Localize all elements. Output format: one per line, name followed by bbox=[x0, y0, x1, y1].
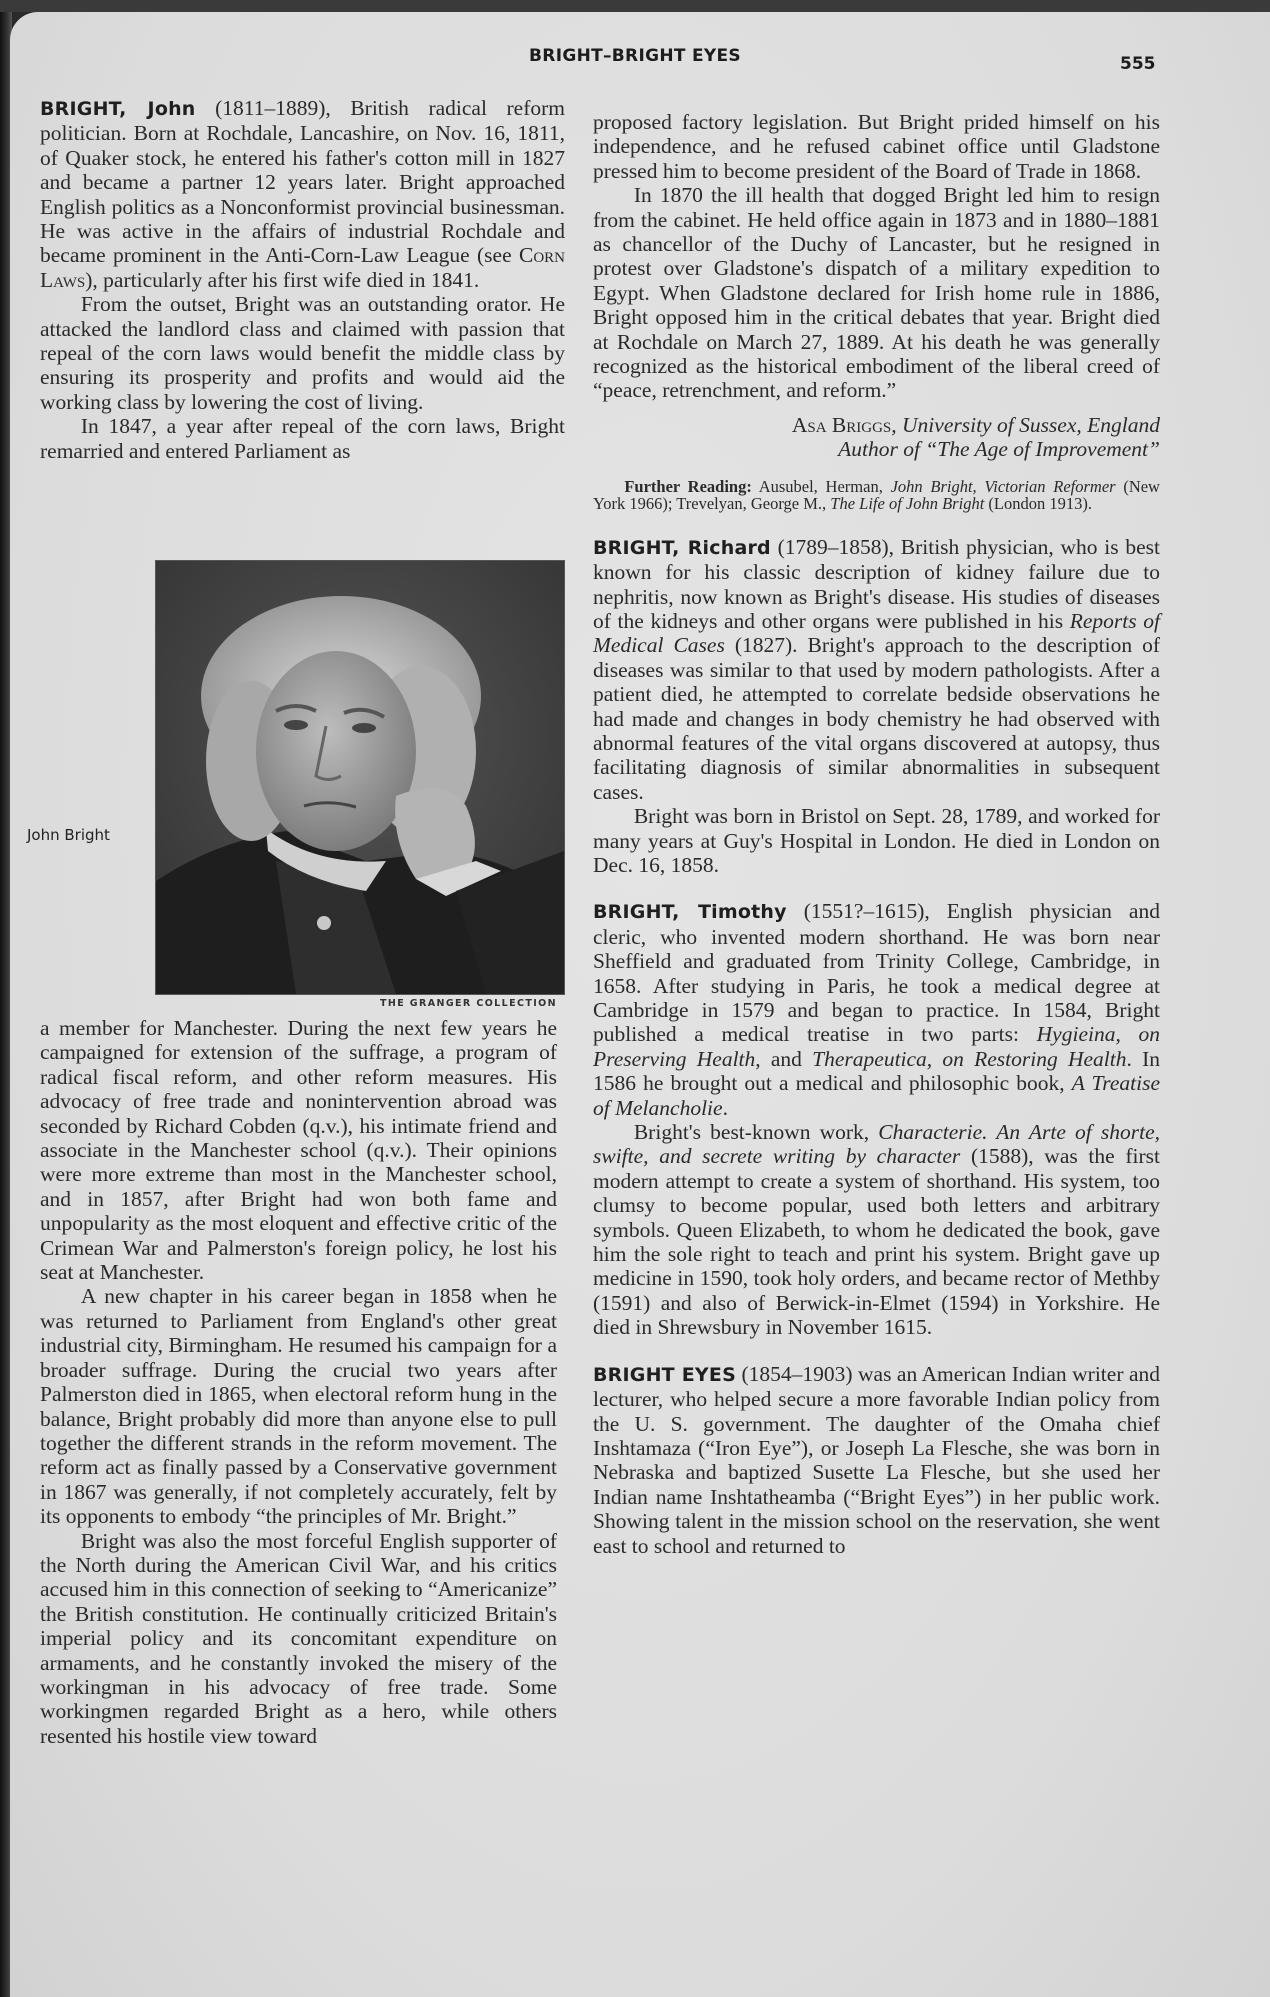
paragraph: In 1847, a year after repeal of the corn laws, Bright remarried and entered Parliament as bbox=[40, 414, 565, 463]
book-edge bbox=[0, 0, 1270, 12]
headword-bright-eyes: BRIGHT EYES bbox=[593, 1363, 736, 1386]
headword-john-bright: BRIGHT, John bbox=[40, 98, 196, 120]
author-signature bbox=[593, 413, 1160, 462]
paragraph: proposed factory legislation. But Bright prided himself on his independence, and he refused cabinet office until Gladstone pressed him to become president of the Board of Trade in 1868. bbox=[593, 110, 1160, 183]
paragraph: Bright was born in Bristol on Sept. 28, 1789, and worked for many years at Guy's Hospital in London. He died in London on Dec. 16, 1858. bbox=[593, 804, 1160, 877]
figure-caption: John Bright bbox=[27, 826, 110, 844]
author-name: Asa Briggs bbox=[791, 412, 892, 437]
entry-spacer bbox=[593, 877, 1160, 899]
further-reading-label: Further Reading: bbox=[624, 476, 752, 496]
book-title: A Treatise of Melancholie bbox=[593, 1071, 1160, 1120]
book-title: Therapeutica, on Restoring Health bbox=[812, 1046, 1127, 1071]
entry-spacer bbox=[593, 1340, 1160, 1362]
entry-richard-bright: BRIGHT, Richard (1789–1858), British physician, who is best known for his classic description of kidney failure due to nephritis, now known as Bright's disease. His studies of diseases of the kidneys and other organs were published in his Reports of Medical Cases (1827). Bright's approach to the description of diseases was similar to that used by modern pathologists. After a patient died, he attempted to correlate bedside observations he had made and changes in body chemistry he had observed with abnormal features of the vital organs discovered at autopsy, thus facilitating diagnosis of similar abnormalities in subsequent cases. bbox=[593, 534, 1160, 804]
entry-bright-eyes: BRIGHT EYES (1854–1903) was an American Indian writer and lecturer, who helped secure a more favorable Indian policy from the U. S. government. The daughter of the Omaha chief Inshtamaza (“Iron Eye”), or Joseph La Flesche, she was born in Nebraska and baptized Susette La Flesche, but she used her Indian name Inshtatheamba (“Bright Eyes”) in her public work. Showing talent in the mission school on the reservation, she went east to school and returned to bbox=[593, 1361, 1160, 1558]
portrait-image-icon bbox=[156, 561, 564, 994]
left-column-top bbox=[40, 96, 565, 463]
left-column-bottom bbox=[40, 1016, 557, 1748]
author-affiliation: , University of Sussex, England bbox=[891, 412, 1160, 437]
book-title: Characterie. An Arte of shorte, swifte, and secrete writing by character bbox=[593, 1120, 1160, 1169]
book-title: The Life of John Bright bbox=[830, 494, 985, 514]
right-column bbox=[593, 110, 1160, 1558]
headword-richard-bright: BRIGHT, Richard bbox=[593, 536, 771, 559]
running-head: BRIGHT–BRIGHT EYES bbox=[529, 46, 741, 66]
portrait-photo bbox=[155, 560, 565, 995]
paragraph: Bright was also the most forceful English supporter of the North during the American Civil War, and his critics accused him in this connection of seeking to “Americanize” the British constitution. He continually criticized Britain's imperial policy and its concomitant expenditure on armaments, and he constantly invoked the misery of the workingman in his advocacy of free trade. Some workingmen regarded Bright as a hero, while others resented his hostile view toward bbox=[40, 1528, 557, 1748]
author-book: Author of “The Age of Improvement” bbox=[838, 437, 1160, 462]
paragraph: In 1870 the ill health that dogged Bright led him to resign from the cabinet. He held office again in 1873 and in 1880–1881 as chancellor of the Duchy of Lancaster, but he resigned in protest over Gladstone's dispatch of a military expedition to Egypt. When Gladstone declared for Irish home rule in 1886, Bright opposed him in the critical debates that year. Bright died at Rochdale on March 27, 1889. At his death he was generally recognized as the historical embodiment of the liberal creed of “peace, retrenchment, and reform.” bbox=[593, 183, 1160, 403]
book-title: Hygieina, on Preserving Health bbox=[593, 1022, 1161, 1071]
paragraph: a member for Manchester. During the next few years he campaigned for extension of the suffrage, a program of radical fiscal reform, and other reform measures. His advocacy of free trade and nonintervention abroad was seconded by Richard Cobden (q.v.), his intimate friend and associate in the Manchester school (q.v.). Their opinions were more extreme than most in the Manchester school, and in 1857, after Bright had won both fame and unpopularity as the most eloquent and effective critic of the Crimean War and Palmerston's foreign policy, he lost his seat at Manchester. bbox=[40, 1016, 557, 1285]
entry-john-bright-intro: BRIGHT, John (1811–1889), British radical reform politician. Born at Rochdale, Lancashire, on Nov. 16, 1811, of Quaker stock, he entered his father's cotton mill in 1827 and became a partner 12 years later. Bright approached English politics as a Nonconformist provincial businessman. He was active in the affairs of industrial Rochdale and became prominent in the Anti-Corn-Law League (see Corn Laws), particularly after his first wife died in 1841. bbox=[40, 96, 565, 292]
paragraph: A new chapter in his career began in 1858 when he was returned to Parliament from England's other great industrial city, Birmingham. He resumed his campaign for a broader suffrage. During the crucial two years after Palmerston died in 1865, when electoral reform hung in the balance, Bright probably did more than anyone else to pull together the different strands in the reform movement. The reform act as finally passed by a Conservative government in 1867 was generally, if not completely accurately, felt by its opponents to embody “the principles of Mr. Bright.” bbox=[40, 1284, 557, 1529]
book-title: John Bright, Victorian Reformer bbox=[890, 476, 1116, 496]
entry-spacer bbox=[593, 513, 1160, 535]
book-title: Reports of Medical Cases bbox=[593, 608, 1160, 658]
further-reading: Further Reading: Ausubel, Herman, John Bright, Victorian Reformer (New York 1966); Trevelyan, George M., The Life of John Bright (London 1913). bbox=[593, 476, 1160, 514]
cross-reference-corn-laws[interactable]: Corn Laws bbox=[40, 243, 565, 292]
page-number: 555 bbox=[1120, 54, 1156, 74]
entry-timothy-bright: BRIGHT, Timothy (1551?–1615), English physician and cleric, who invented modern shorthand. He was born near Sheffield and graduated from Trinity College, Cambridge, in 1658. After studying in Paris, he took a medical degree at Cambridge in 1579 and began to practice. In 1584, Bright published a medical treatise in two parts: Hygieina, on Preserving Health, and Therapeutica, on Restoring Health. In 1586 he brought out a medical and philosophic book, A Treatise of Melancholie. bbox=[593, 899, 1161, 1120]
headword-timothy-bright: BRIGHT, Timothy bbox=[593, 901, 787, 924]
paragraph: From the outset, Bright was an outstanding orator. He attacked the landlord class and claimed with passion that repeal of the corn laws would benefit the middle class by ensuring its prosperity and profits and would aid the working class by lowering the cost of living. bbox=[40, 292, 565, 414]
photo-credit: THE GRANGER COLLECTION bbox=[379, 998, 557, 1009]
paragraph: Bright's best-known work, Characterie. An Arte of shorte, swifte, and secrete writing by character (1588), was the first modern attempt to create a system of shorthand. His system, too clumsy to become popular, used both letters and arbitrary symbols. Queen Elizabeth, to whom he dedicated the book, gave him the sole right to teach and print his system. Bright gave up medicine in 1590, took holy orders, and became rector of Methby (1591) and also of Berwick-in-Elmet (1594) in Yorkshire. He died in Shrewsbury in November 1615. bbox=[593, 1120, 1160, 1340]
